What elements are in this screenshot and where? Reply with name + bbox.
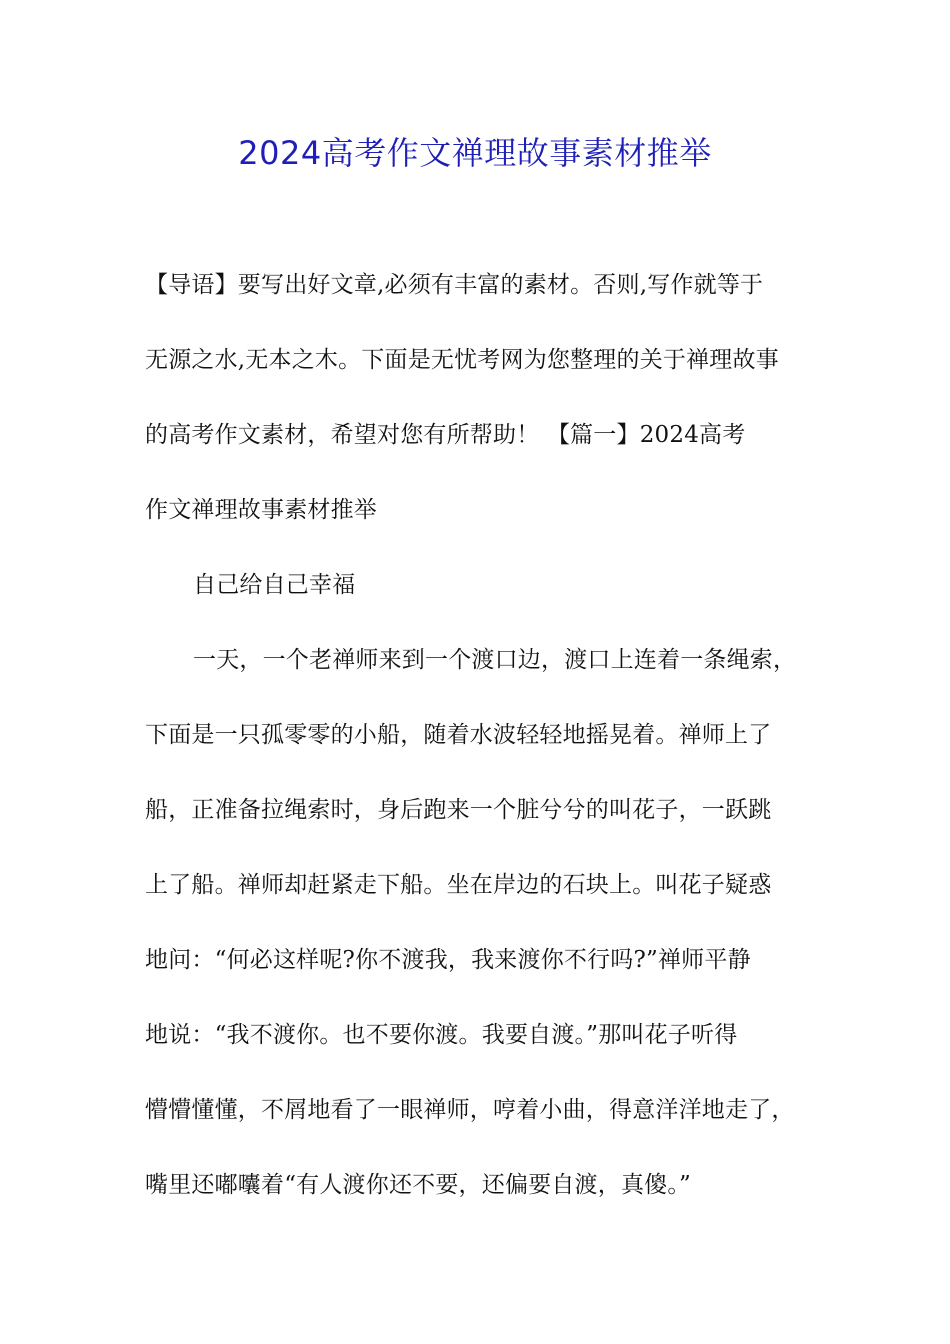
story-line: 地问：“何必这样呢?你不渡我，我来渡你不行吗?”禅师平静 — [145, 947, 751, 973]
story-line: 嘴里还嘟囔着“有人渡你还不要，还偏要自渡，真傻。” — [145, 1172, 692, 1198]
intro-line: 无源之水,无本之木。下面是无忧考网为您整理的关于禅理故事 — [145, 347, 779, 373]
section-heading: 自己给自己幸福 — [193, 572, 356, 598]
intro-line: 作文禅理故事素材推举 — [145, 497, 377, 523]
story-line: 上了船。禅师却赶紧走下船。坐在岸边的石块上。叫花子疑惑 — [145, 872, 772, 898]
story-line: 一天，一个老禅师来到一个渡口边，渡口上连着一条绳索， — [193, 647, 797, 673]
intro-line: 【导语】要写出好文章,必须有丰富的素材。否则,写作就等于 — [145, 272, 764, 298]
story-line: 懵懵懂懂，不屑地看了一眼禅师，哼着小曲，得意洋洋地走了， — [145, 1097, 795, 1123]
story-line: 地说：“我不渡你。也不要你渡。我要自渡。”那叫花子听得 — [145, 1022, 738, 1048]
story-line: 下面是一只孤零零的小船，随着水波轻轻地摇晃着。禅师上了 — [145, 722, 772, 748]
story-line: 船，正准备拉绳索时，身后跑来一个脏兮兮的叫花子，一跃跳 — [145, 797, 772, 823]
document-title: 2024高考作文禅理故事素材推举 — [238, 134, 712, 172]
intro-line: 的高考作文素材，希望对您有所帮助！ 【篇一】2024高考 — [145, 422, 746, 448]
